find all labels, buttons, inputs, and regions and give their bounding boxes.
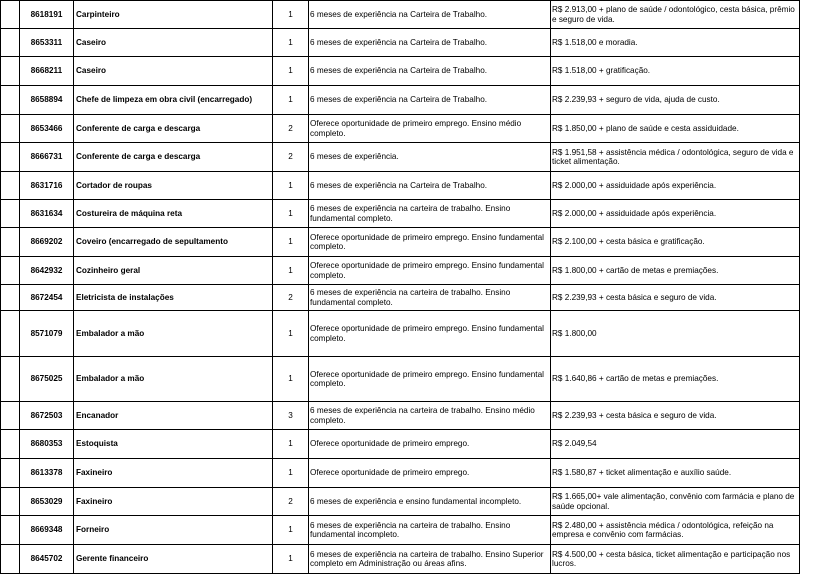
- job-code: 8613378: [20, 459, 74, 488]
- job-quantity: 1: [273, 172, 309, 200]
- job-quantity: 2: [273, 488, 309, 516]
- job-salary: R$ 1.850,00 + plano de saúde e cesta assiduidade.: [551, 115, 800, 143]
- job-code: 8631716: [20, 172, 74, 200]
- job-requirement: 6 meses de experiência na carteira de trabalho. Ensino fundamental incompleto.: [309, 516, 551, 545]
- row-blank-cell: [1, 200, 20, 228]
- job-code: 8658894: [20, 86, 74, 115]
- job-quantity: 1: [273, 516, 309, 545]
- job-requirement: Oferece oportunidade de primeiro emprego.: [309, 430, 551, 459]
- job-code: 8672454: [20, 285, 74, 311]
- job-quantity: 1: [273, 29, 309, 57]
- row-blank-cell: [1, 545, 20, 574]
- job-requirement: 6 meses de experiência.: [309, 143, 551, 172]
- table-row: [1, 357, 800, 402]
- job-quantity: 2: [273, 285, 309, 311]
- job-code: 8645702: [20, 545, 74, 574]
- row-blank-cell: [1, 115, 20, 143]
- job-requirement: 6 meses de experiência na carteira de trabalho. Ensino médio completo.: [309, 402, 551, 430]
- job-quantity: 3: [273, 402, 309, 430]
- job-code: 8653466: [20, 115, 74, 143]
- job-table-body: [1, 1, 800, 574]
- job-title: Coveiro (encarregado de sepultamento: [74, 228, 273, 257]
- job-code: 8618191: [20, 1, 74, 29]
- job-title: Chefe de limpeza em obra civil (encarregado): [74, 86, 273, 115]
- job-salary: R$ 2.049,54: [551, 430, 800, 459]
- table-row: [1, 86, 800, 115]
- row-blank-cell: [1, 172, 20, 200]
- job-requirement: 6 meses de experiência e ensino fundamental incompleto.: [309, 488, 551, 516]
- job-quantity: 1: [273, 545, 309, 574]
- job-title: Faxineiro: [74, 488, 273, 516]
- job-title: Caseiro: [74, 57, 273, 86]
- job-salary: R$ 1.518,00 e moradia.: [551, 29, 800, 57]
- row-blank-cell: [1, 488, 20, 516]
- job-quantity: 1: [273, 57, 309, 86]
- job-salary: R$ 2.000,00 + assiduidade após experiência.: [551, 200, 800, 228]
- job-code: 8680353: [20, 430, 74, 459]
- table-row: [1, 143, 800, 172]
- job-salary: R$ 1.665,00+ vale alimentação, convênio com farmácia e plano de saúde opcional.: [551, 488, 800, 516]
- table-row: [1, 402, 800, 430]
- job-quantity: 1: [273, 1, 309, 29]
- table-row: [1, 488, 800, 516]
- job-salary: R$ 1.640,86 + cartão de metas e premiações.: [551, 357, 800, 402]
- job-requirement: Oferece oportunidade de primeiro emprego. Ensino médio completo.: [309, 115, 551, 143]
- table-row: [1, 228, 800, 257]
- row-blank-cell: [1, 430, 20, 459]
- job-requirement: Oferece oportunidade de primeiro emprego. Ensino fundamental completo.: [309, 257, 551, 285]
- row-blank-cell: [1, 228, 20, 257]
- job-requirement: 6 meses de experiência na Carteira de Trabalho.: [309, 29, 551, 57]
- table-row: [1, 430, 800, 459]
- table-row: [1, 516, 800, 545]
- job-salary: R$ 1.580,87 + ticket alimentação e auxílio saúde.: [551, 459, 800, 488]
- job-salary: R$ 2.239,93 + seguro de vida, ajuda de custo.: [551, 86, 800, 115]
- job-requirement: 6 meses de experiência na Carteira de Trabalho.: [309, 172, 551, 200]
- job-title: Faxineiro: [74, 459, 273, 488]
- row-blank-cell: [1, 29, 20, 57]
- row-blank-cell: [1, 516, 20, 545]
- job-code: 8669348: [20, 516, 74, 545]
- job-salary: R$ 4.500,00 + cesta básica, ticket alimentação e participação nos lucros.: [551, 545, 800, 574]
- job-code: 8642932: [20, 257, 74, 285]
- table-row: [1, 200, 800, 228]
- job-title: Costureira de máquina reta: [74, 200, 273, 228]
- job-title: Cortador de roupas: [74, 172, 273, 200]
- job-code: 8669202: [20, 228, 74, 257]
- row-blank-cell: [1, 459, 20, 488]
- job-code: 8571079: [20, 311, 74, 357]
- job-requirement: Oferece oportunidade de primeiro emprego. Ensino fundamental completo.: [309, 228, 551, 257]
- job-quantity: 1: [273, 86, 309, 115]
- row-blank-cell: [1, 357, 20, 402]
- job-salary: R$ 1.800,00: [551, 311, 800, 357]
- table-row: [1, 285, 800, 311]
- job-requirement: 6 meses de experiência na carteira de trabalho. Ensino Superior completo em Administração ou áreas afins.: [309, 545, 551, 574]
- row-blank-cell: [1, 311, 20, 357]
- job-title: Encanador: [74, 402, 273, 430]
- row-blank-cell: [1, 257, 20, 285]
- job-salary: R$ 1.800,00 + cartão de metas e premiações.: [551, 257, 800, 285]
- job-quantity: 1: [273, 357, 309, 402]
- job-code: 8672503: [20, 402, 74, 430]
- table-row: [1, 257, 800, 285]
- job-quantity: 1: [273, 430, 309, 459]
- table-row: [1, 459, 800, 488]
- job-quantity: 1: [273, 200, 309, 228]
- job-quantity: 1: [273, 311, 309, 357]
- job-salary: R$ 2.239,93 + cesta básica e seguro de vida.: [551, 402, 800, 430]
- job-requirement: Oferece oportunidade de primeiro emprego.: [309, 459, 551, 488]
- job-salary: R$ 2.239,93 + cesta básica e seguro de vida.: [551, 285, 800, 311]
- job-title: Gerente financeiro: [74, 545, 273, 574]
- job-code: 8668211: [20, 57, 74, 86]
- job-salary: R$ 1.518,00 + gratificação.: [551, 57, 800, 86]
- job-salary: R$ 2.100,00 + cesta básica e gratificação.: [551, 228, 800, 257]
- row-blank-cell: [1, 285, 20, 311]
- job-quantity: 2: [273, 143, 309, 172]
- job-title: Conferente de carga e descarga: [74, 115, 273, 143]
- job-title: Estoquista: [74, 430, 273, 459]
- table-row: [1, 29, 800, 57]
- job-code: 8675025: [20, 357, 74, 402]
- job-requirement: 6 meses de experiência na Carteira de Trabalho.: [309, 86, 551, 115]
- job-title: Forneiro: [74, 516, 273, 545]
- job-requirement: 6 meses de experiência na Carteira de Trabalho.: [309, 1, 551, 29]
- table-row: [1, 57, 800, 86]
- job-title: Embalador a mão: [74, 357, 273, 402]
- job-salary: R$ 2.913,00 + plano de saúde / odontológico, cesta básica, prêmio e seguro de vida.: [551, 1, 800, 29]
- row-blank-cell: [1, 143, 20, 172]
- row-blank-cell: [1, 57, 20, 86]
- row-blank-cell: [1, 86, 20, 115]
- job-code: 8653311: [20, 29, 74, 57]
- job-title: Carpinteiro: [74, 1, 273, 29]
- job-salary: R$ 1.951,58 + assistência médica / odontológica, seguro de vida e ticket alimentação.: [551, 143, 800, 172]
- job-quantity: 1: [273, 459, 309, 488]
- job-salary: R$ 2.000,00 + assiduidade após experiência.: [551, 172, 800, 200]
- table-row: [1, 545, 800, 574]
- table-row: [1, 311, 800, 357]
- job-title: Cozinheiro geral: [74, 257, 273, 285]
- job-quantity: 2: [273, 115, 309, 143]
- table-row: [1, 172, 800, 200]
- job-title: Eletricista de instalações: [74, 285, 273, 311]
- table-row: [1, 115, 800, 143]
- job-title: Embalador a mão: [74, 311, 273, 357]
- job-requirement: 6 meses de experiência na carteira de trabalho. Ensino fundamental completo.: [309, 285, 551, 311]
- job-quantity: 1: [273, 257, 309, 285]
- row-blank-cell: [1, 1, 20, 29]
- job-requirement: Oferece oportunidade de primeiro emprego. Ensino fundamental completo.: [309, 311, 551, 357]
- job-code: 8666731: [20, 143, 74, 172]
- job-requirement: 6 meses de experiência na Carteira de Trabalho.: [309, 57, 551, 86]
- job-title: Caseiro: [74, 29, 273, 57]
- job-requirement: 6 meses de experiência na carteira de trabalho. Ensino fundamental completo.: [309, 200, 551, 228]
- table-row: [1, 1, 800, 29]
- row-blank-cell: [1, 402, 20, 430]
- job-requirement: Oferece oportunidade de primeiro emprego. Ensino fundamental completo.: [309, 357, 551, 402]
- job-title: Conferente de carga e descarga: [74, 143, 273, 172]
- job-code: 8653029: [20, 488, 74, 516]
- job-quantity: 1: [273, 228, 309, 257]
- job-code: 8631634: [20, 200, 74, 228]
- job-salary: R$ 2.480,00 + assistência médica / odontológica, refeição na empresa e convênio com farmácias.: [551, 516, 800, 545]
